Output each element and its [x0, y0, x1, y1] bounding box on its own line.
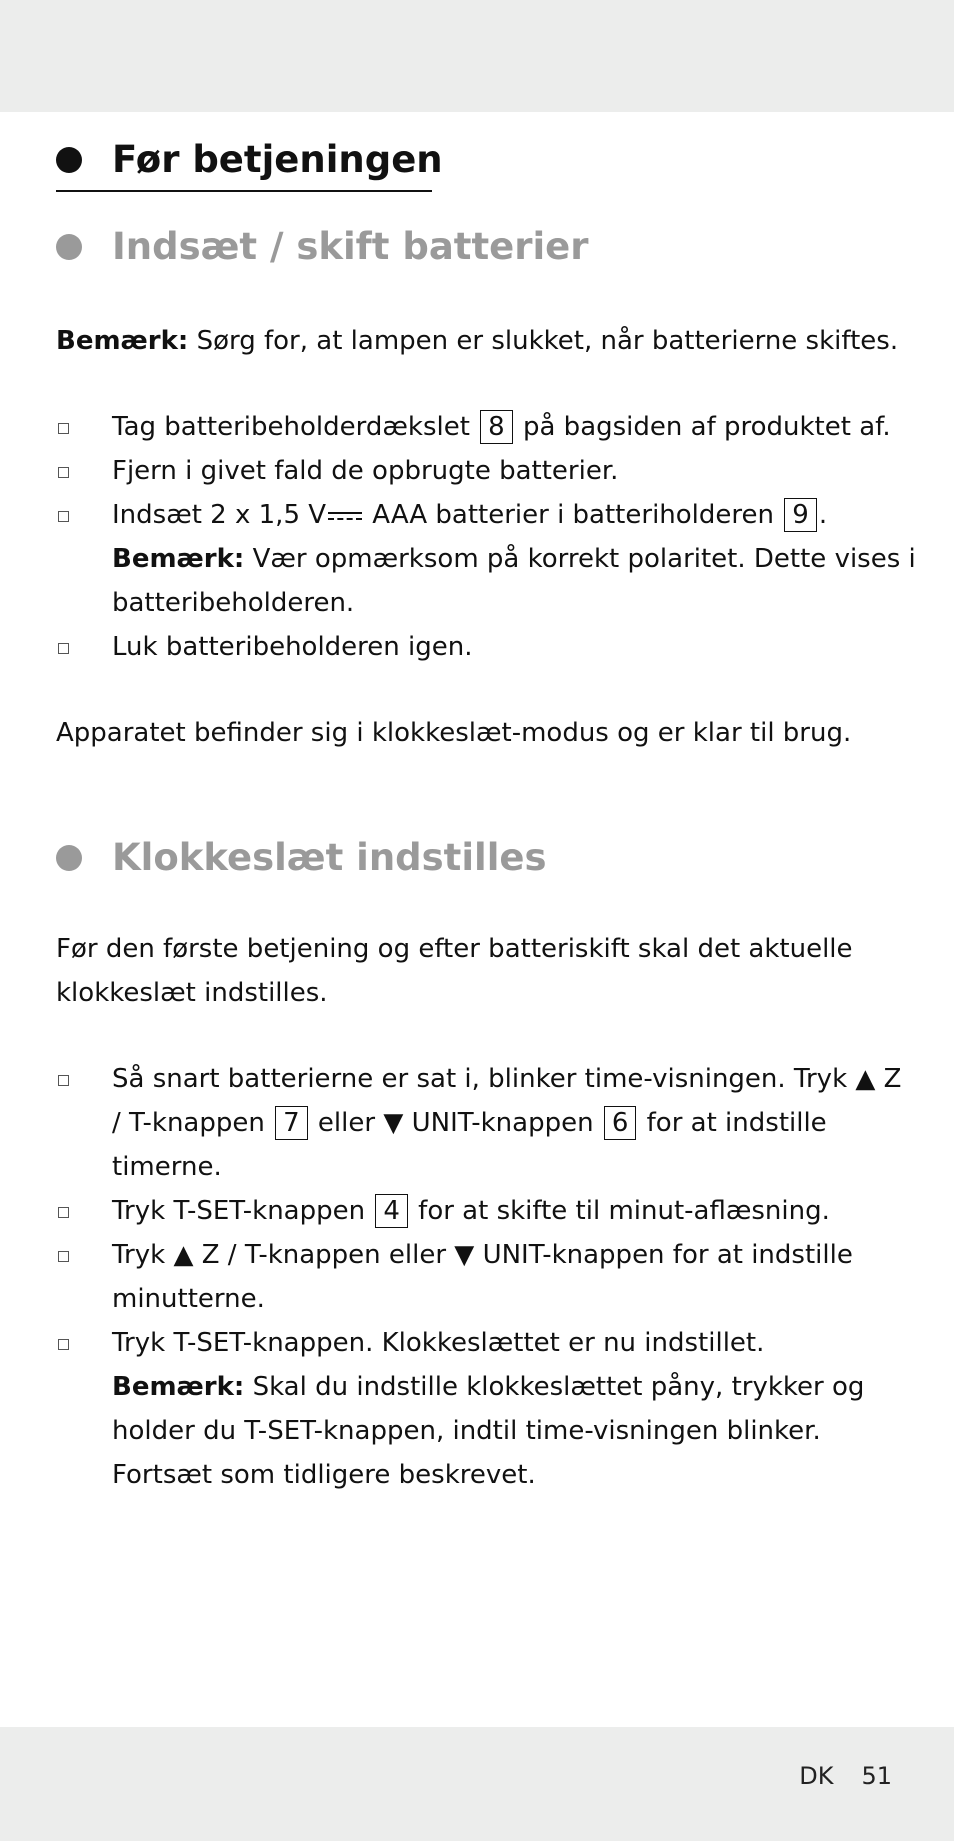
reference-number: 9 — [784, 498, 817, 532]
main-heading-text: Før betjeningen — [112, 138, 443, 181]
checkbox-square-icon — [58, 1207, 69, 1218]
list-item: Tryk ▲ Z / T-knappen eller ▼ UNIT-knappen for at indstille minutterne. — [56, 1233, 916, 1321]
bullet-dot-icon — [56, 147, 82, 173]
list-item: Luk batteribeholderen igen. — [56, 625, 916, 669]
page-number: 51 — [861, 1762, 892, 1790]
list-item: Så snart batterierne er sat i, blinker time-visningen. Tryk ▲ Z / T-knappen 7 eller ▼ UNIT-knappen 6 for at indstille timerne. — [56, 1057, 916, 1189]
battery-note — [56, 319, 916, 363]
list-item: Indsæt 2 x 1,5 V AAA batterier i batteriholderen 9 . Bemærk: Vær opmærksom på korrekt polaritet. Dette vises i batteribeholderen. — [56, 493, 916, 625]
direct-current-icon — [328, 509, 362, 523]
reference-number: 4 — [375, 1194, 408, 1228]
note-label: Bemærk: — [56, 326, 189, 356]
reference-number: 7 — [275, 1106, 308, 1140]
top-band — [0, 0, 954, 112]
ready-text: Apparatet befinder sig i klokkeslæt-modus og er klar til brug. — [56, 718, 852, 748]
checkbox-square-icon — [58, 423, 69, 434]
main-heading — [56, 138, 443, 181]
section-title: Indsæt / skift batterier — [112, 225, 589, 268]
section-heading-batteries — [56, 225, 589, 268]
checkbox-square-icon — [58, 511, 69, 522]
reference-number: 8 — [480, 410, 513, 444]
note-label: Bemærk: — [112, 1372, 245, 1402]
note-text: Vær opmærksom på korrekt polaritet. Dette vises i batteribeholderen. — [112, 544, 916, 618]
note-label: Bemærk: — [112, 544, 245, 574]
list-item: Tryk T-SET-knappen. Klokkeslættet er nu indstillet. Bemærk: Skal du indstille klokkeslættet påny, trykker og holder du T-SET-knappen, indtil time-visningen blinker. Fortsæt som tidligere beskrevet. — [56, 1321, 916, 1497]
clock-steps — [56, 1057, 916, 1497]
note-text: Sørg for, at lampen er slukket, når batterierne skiftes. — [188, 326, 899, 356]
checkbox-square-icon — [58, 467, 69, 478]
section-title: Klokkeslæt indstilles — [112, 836, 547, 879]
bullet-dot-icon — [56, 234, 82, 260]
list-item: Fjern i givet fald de opbrugte batterier. — [56, 449, 916, 493]
heading-underline — [56, 190, 432, 192]
language-code: DK — [799, 1762, 834, 1790]
section-heading-clock — [56, 836, 547, 879]
checkbox-square-icon — [58, 1075, 69, 1086]
clock-intro: Før den første betjening og efter batteriskift skal det aktuelle klokkeslæt indstilles. — [56, 934, 853, 1008]
checkbox-square-icon — [58, 643, 69, 654]
note-text: Skal du indstille klokkeslættet påny, trykker og holder du T-SET-knappen, indtil time-visningen blinker. Fortsæt som tidligere beskrevet. — [112, 1372, 865, 1490]
page-footer — [799, 1762, 892, 1790]
checkbox-square-icon — [58, 1251, 69, 1262]
reference-number: 6 — [604, 1106, 637, 1140]
battery-steps — [56, 405, 916, 669]
checkbox-square-icon — [58, 1339, 69, 1350]
list-item: Tag batteribeholderdækslet 8 på bagsiden af produktet af. — [56, 405, 916, 449]
bullet-dot-icon — [56, 845, 82, 871]
list-item: Tryk T-SET-knappen 4 for at skifte til minut-aflæsning. — [56, 1189, 916, 1233]
